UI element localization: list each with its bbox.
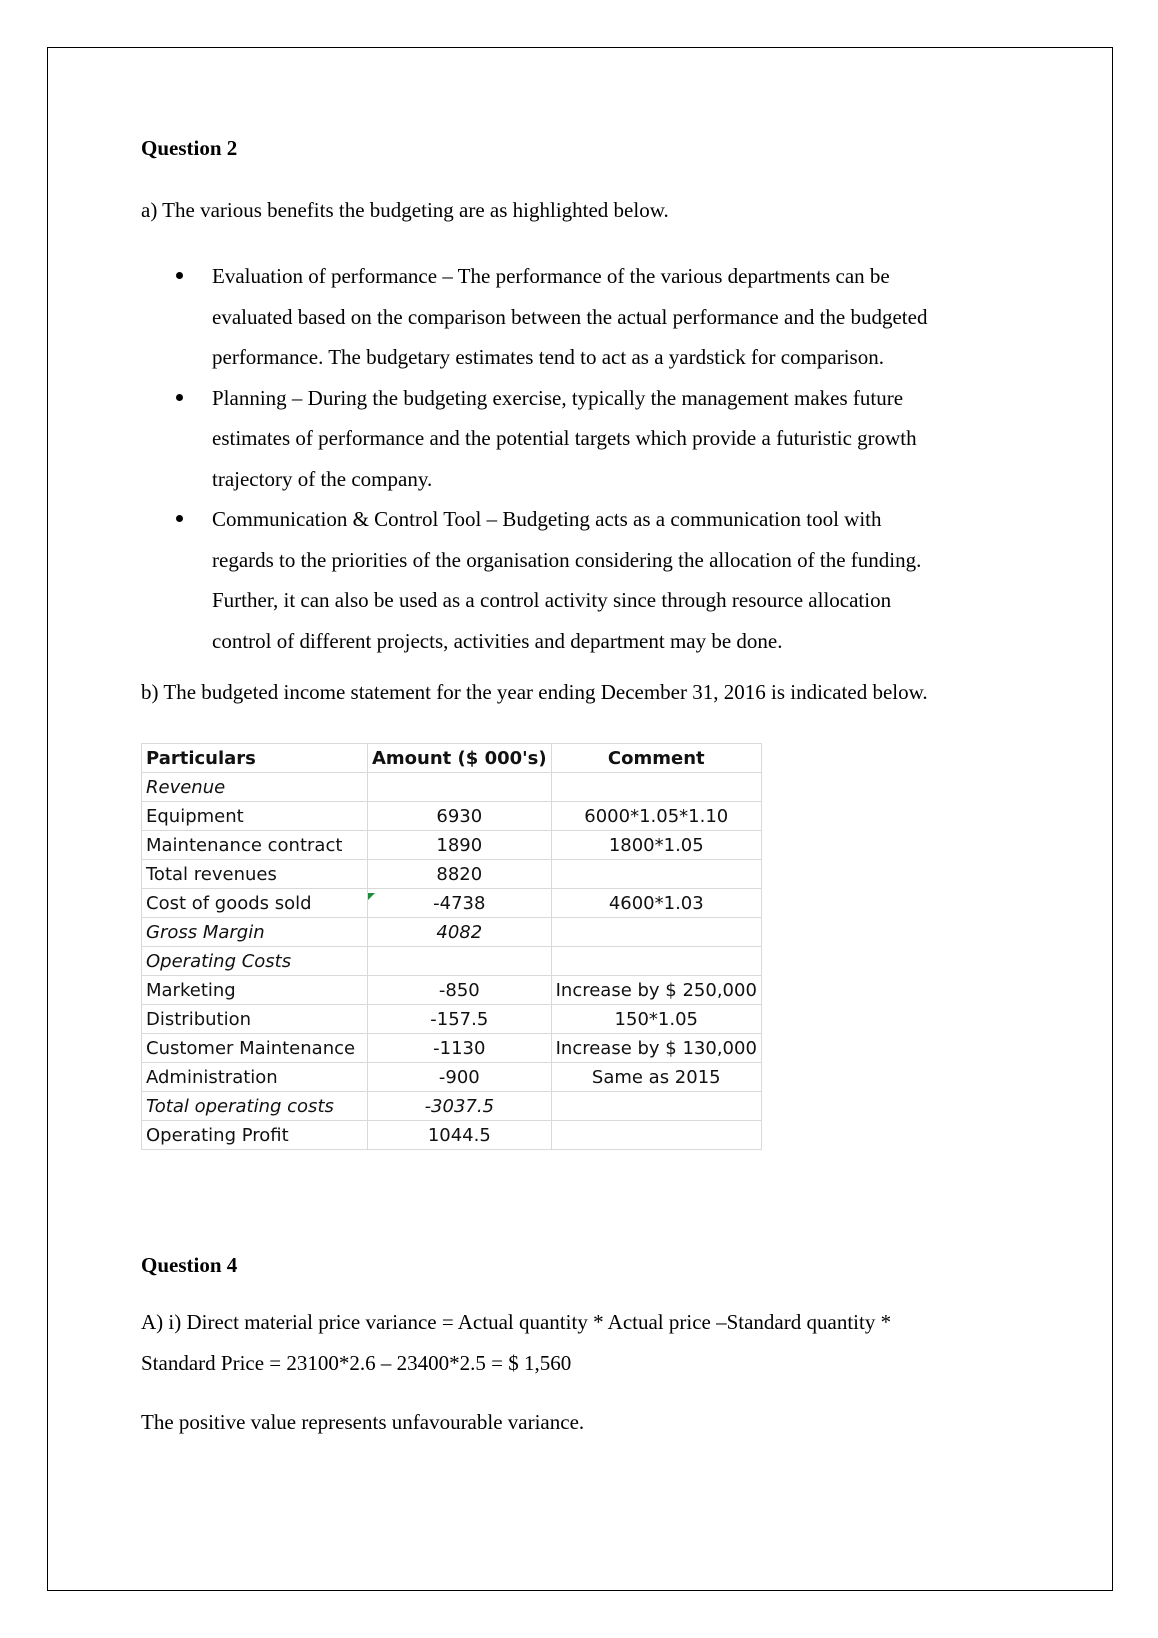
table-row <box>142 947 762 976</box>
table-row <box>142 1121 762 1150</box>
cell-particular: Cost of goods sold <box>142 889 368 918</box>
table-row <box>142 1092 762 1121</box>
cell-particular: Equipment <box>142 802 368 831</box>
cell-particular: Total revenues <box>142 860 368 889</box>
question-4-line-2: Standard Price = 23100*2.6 – 23400*2.5 = $ 1,560 <box>141 1351 572 1375</box>
cell-particular: Revenue <box>142 773 368 802</box>
cell-amount: 8820 <box>368 860 552 889</box>
table-row <box>142 773 762 802</box>
bullet-text: Communication & Control Tool – Budgeting acts as a communication tool with regards to the priorities of the organisation considering the allocation of the funding. Further, it can also be used as a control activity since through resource allocation control of different projects, activities and department may be done. <box>212 507 922 653</box>
cell-particular: Customer Maintenance <box>142 1034 368 1063</box>
cell-amount: -900 <box>368 1063 552 1092</box>
cell-comment: 4600*1.03 <box>551 889 761 918</box>
cell-amount: -1130 <box>368 1034 552 1063</box>
header-amount: Amount ($ 000's) <box>368 744 552 773</box>
budgeted-income-statement-table <box>141 743 762 1150</box>
table-row <box>142 1063 762 1092</box>
cell-particular: Maintenance contract <box>142 831 368 860</box>
benefits-list <box>141 256 1041 661</box>
table-row <box>142 802 762 831</box>
cell-amount: 4082 <box>368 918 552 947</box>
cell-particular: Operating Costs <box>142 947 368 976</box>
cell-amount <box>368 947 552 976</box>
cell-comment <box>551 1092 761 1121</box>
cell-particular: Total operating costs <box>142 1092 368 1121</box>
cell-particular: Administration <box>142 1063 368 1092</box>
cell-amount <box>368 773 552 802</box>
table-row <box>142 918 762 947</box>
cell-comment <box>551 1121 761 1150</box>
cell-error-marker-icon <box>368 893 375 900</box>
cell-comment: 6000*1.05*1.10 <box>551 802 761 831</box>
cell-particular: Gross Margin <box>142 918 368 947</box>
cell-comment: Same as 2015 <box>551 1063 761 1092</box>
cell-comment <box>551 860 761 889</box>
cell-amount: -4738 <box>368 889 552 918</box>
cell-amount: 1890 <box>368 831 552 860</box>
table-row <box>142 889 762 918</box>
bullet-icon <box>176 394 183 401</box>
question-2-intro-b: b) The budgeted income statement for the year ending December 31, 2016 is indicated below. <box>141 680 928 704</box>
cell-comment: Increase by $ 250,000 <box>551 976 761 1005</box>
cell-amount: 1044.5 <box>368 1121 552 1150</box>
bullet-text: Planning – During the budgeting exercise, typically the management makes future estimates of performance and the potential targets which provide a futuristic growth trajectory of the company. <box>212 385 917 491</box>
table-row <box>142 860 762 889</box>
cell-comment <box>551 947 761 976</box>
table-row <box>142 1005 762 1034</box>
table-header-row <box>142 744 762 773</box>
question-4-conclusion: The positive value represents unfavourable variance. <box>141 1410 585 1434</box>
bullet-icon <box>176 272 183 279</box>
question-4-line-1: A) i) Direct material price variance = Actual quantity * Actual price –Standard quantity * <box>141 1310 892 1334</box>
cell-particular: Distribution <box>142 1005 368 1034</box>
list-item <box>141 256 1041 378</box>
cell-comment: Increase by $ 130,000 <box>551 1034 761 1063</box>
header-particulars: Particulars <box>142 744 368 773</box>
header-comment: Comment <box>551 744 761 773</box>
cell-comment: 150*1.05 <box>551 1005 761 1034</box>
cell-comment: 1800*1.05 <box>551 831 761 860</box>
table-row <box>142 976 762 1005</box>
question-2-heading: Question 2 <box>141 136 238 160</box>
table-row <box>142 1034 762 1063</box>
list-item <box>141 499 1041 661</box>
bullet-text: Evaluation of performance – The performance of the various departments can be evaluated based on the comparison between the actual performance and the budgeted performance. The budgetary estimates tend to act as a yardstick for comparison. <box>212 264 928 369</box>
cell-particular: Marketing <box>142 976 368 1005</box>
table-row <box>142 831 762 860</box>
bullet-icon <box>176 515 183 522</box>
cell-amount: -850 <box>368 976 552 1005</box>
cell-amount: 6930 <box>368 802 552 831</box>
list-item <box>141 378 1041 500</box>
question-4-heading: Question 4 <box>141 1253 238 1277</box>
cell-particular: Operating Profit <box>142 1121 368 1150</box>
cell-comment <box>551 918 761 947</box>
question-2-intro-a: a) The various benefits the budgeting are as highlighted below. <box>141 198 669 222</box>
cell-amount: -3037.5 <box>368 1092 552 1121</box>
cell-amount: -157.5 <box>368 1005 552 1034</box>
cell-comment <box>551 773 761 802</box>
